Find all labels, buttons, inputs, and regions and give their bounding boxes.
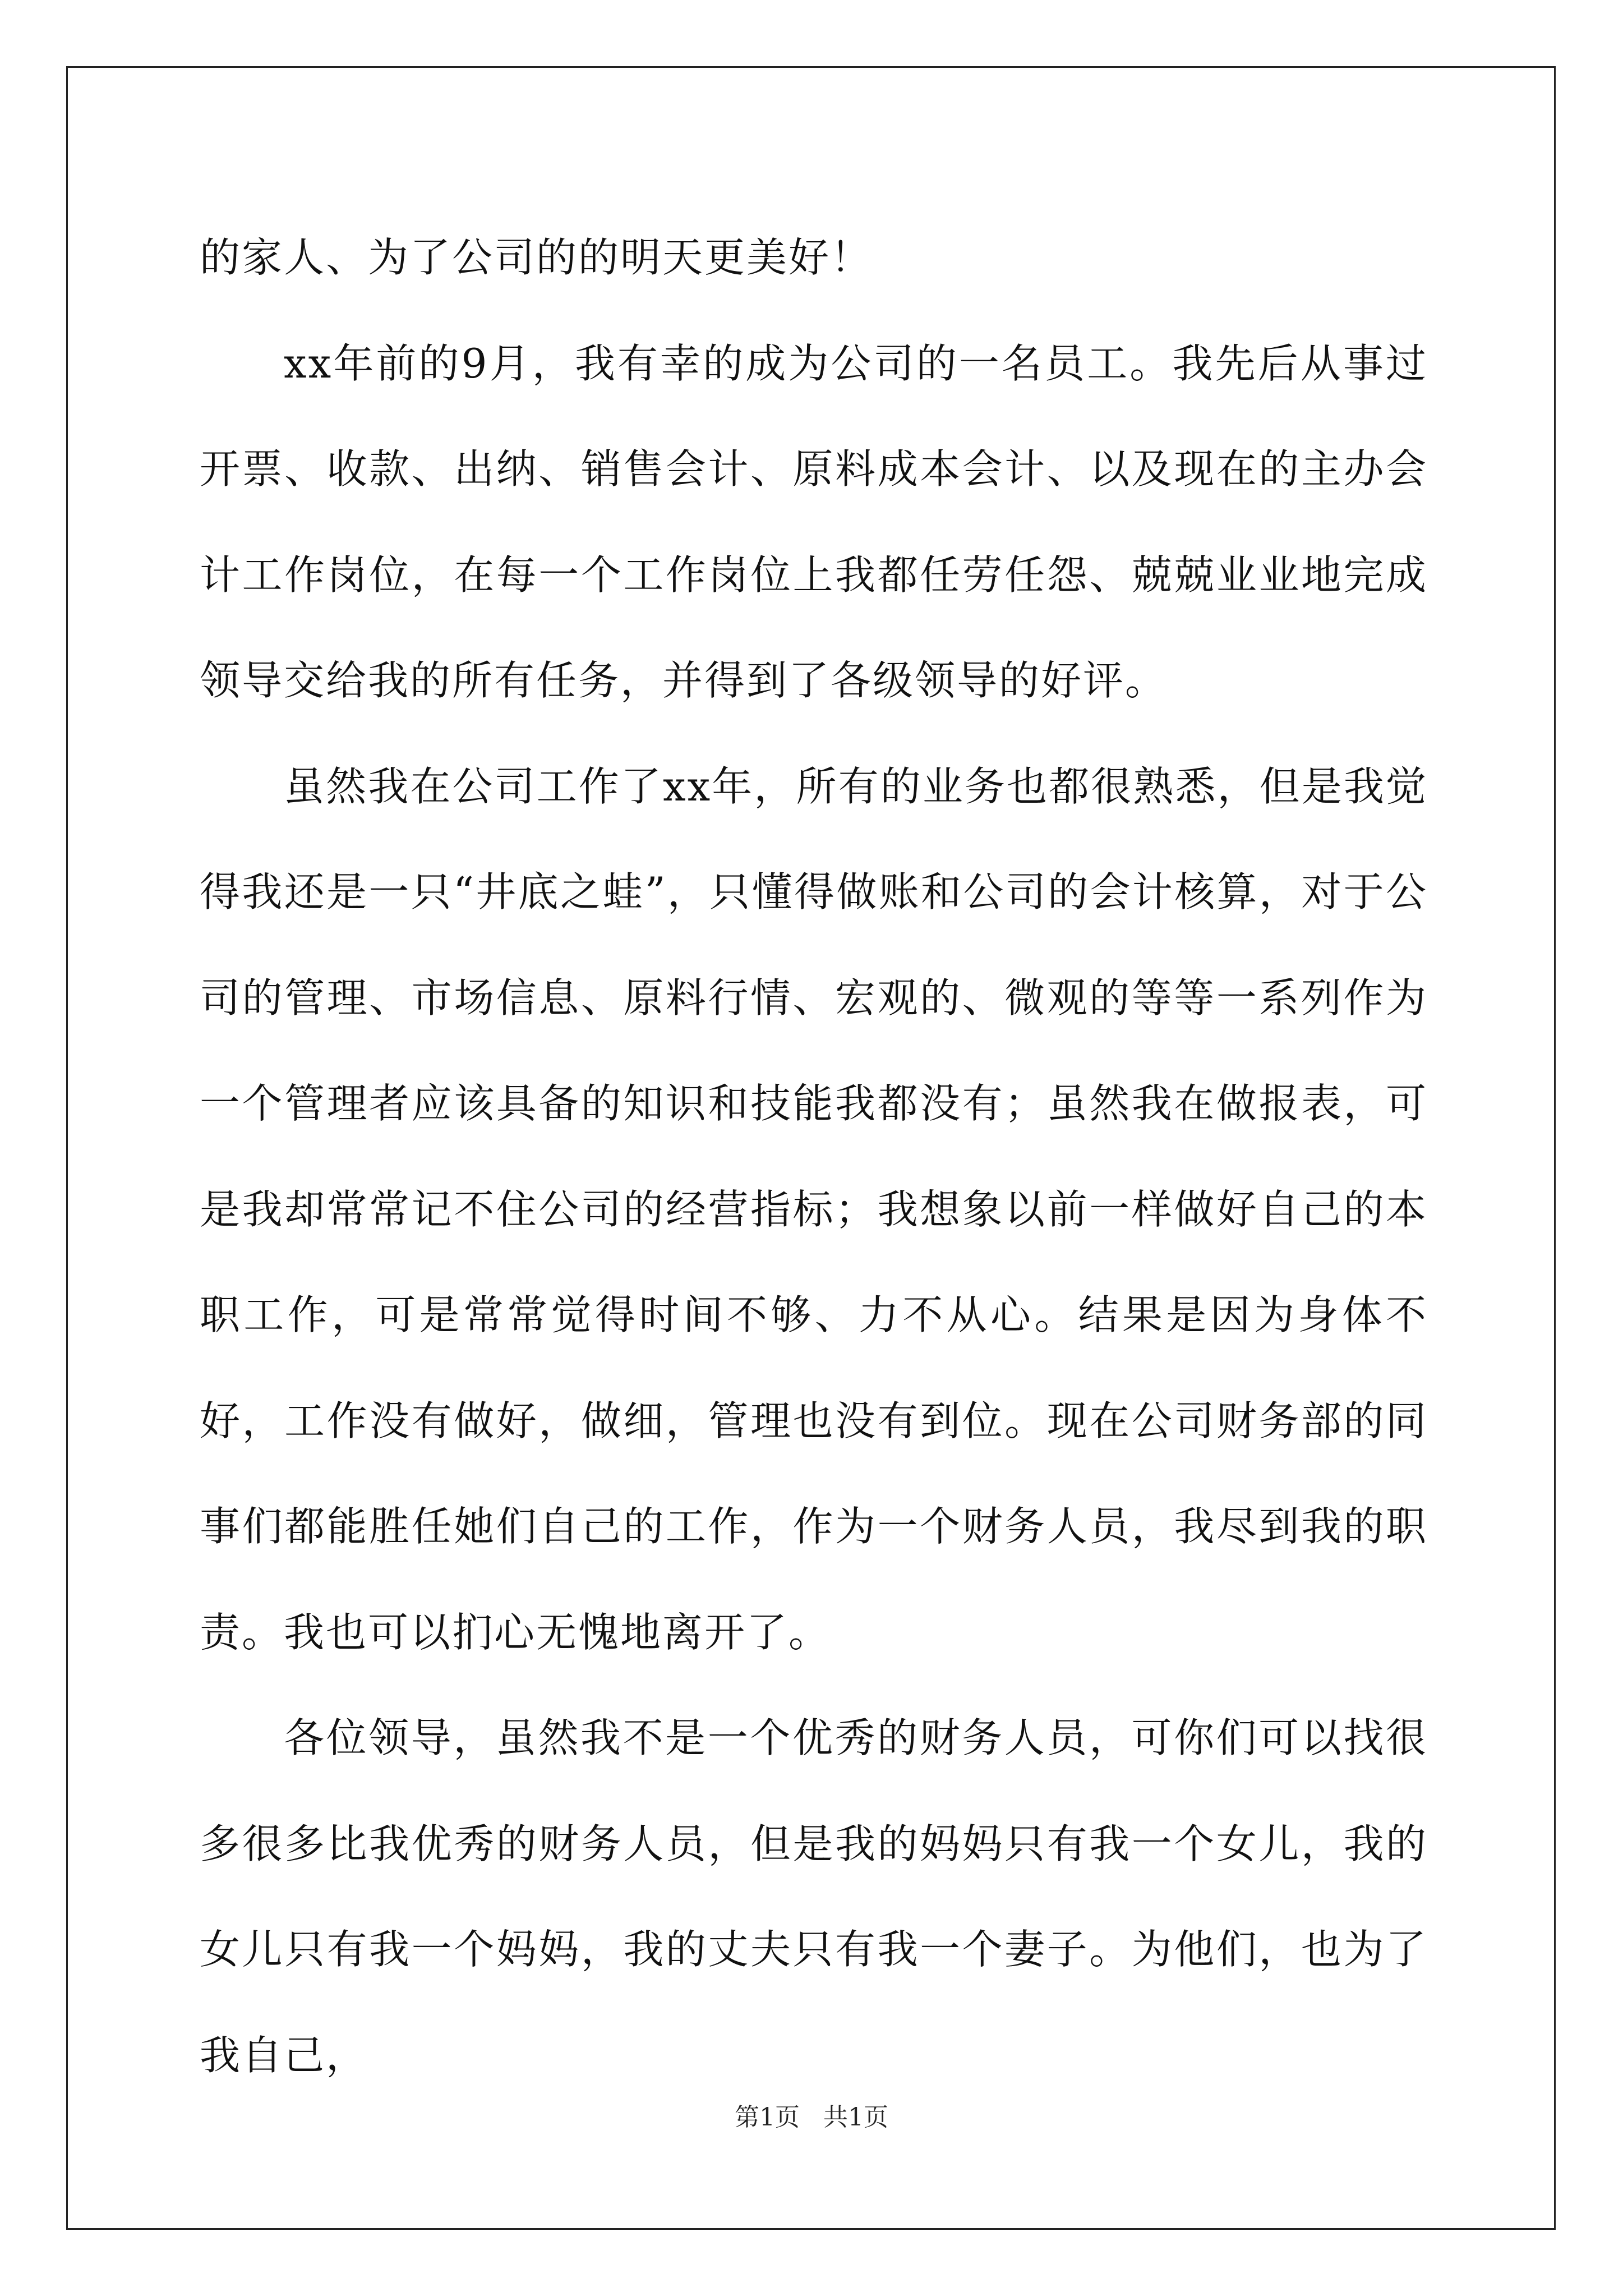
footer-spacer [800, 2103, 823, 2132]
page-total: 共1页 [823, 2103, 888, 2132]
paragraph-3: 虽然我在公司工作了xx年，所有的业务也都很熟悉，但是我觉得我还是一只“井底之蛙”，只懂得做账和公司的会计核算，对于公司的管理、市场信息、原料行情、宏观的、微观的等等一系列作为一个管理者应该具备的知识和技能我都没有；虽然我在做报表，可是我却常常记不住公司的经营指标；我想象以前一样做好自己的本职工作，可是常常觉得时间不够、力不从心。结果是因为身体不好，工作没有做好，做细，管理也没有到位。现在公司财务部的同事们都能胜任她们自己的工作，作为一个财务人员，我尽到我的职责。我也可以扪心无愧地离开了。 [200, 762, 1428, 1656]
page-number: 第1页 [735, 2103, 800, 2132]
page-footer [0, 2101, 1623, 2134]
paragraph-4: 各位领导，虽然我不是一个优秀的财务人员，可你们可以找很多很多比我优秀的财务人员，但是我的妈妈只有我一个女儿，我的女儿只有我一个妈妈，我的丈夫只有我一个妻子。为他们，也为了我自己， [200, 1714, 1428, 2079]
paragraph-2: xx年前的9月，我有幸的成为公司的一名员工。我先后从事过开票、收款、出纳、销售会计、原料成本会计、以及现在的主办会计工作岗位，在每一个工作岗位上我都任劳任怨、兢兢业业地完成领导交给我的所有任务，并得到了各级领导的好评。 [200, 339, 1428, 704]
paragraph-1: 的家人、为了公司的的明天更美好！ [200, 234, 873, 281]
document-body [200, 205, 1428, 2108]
